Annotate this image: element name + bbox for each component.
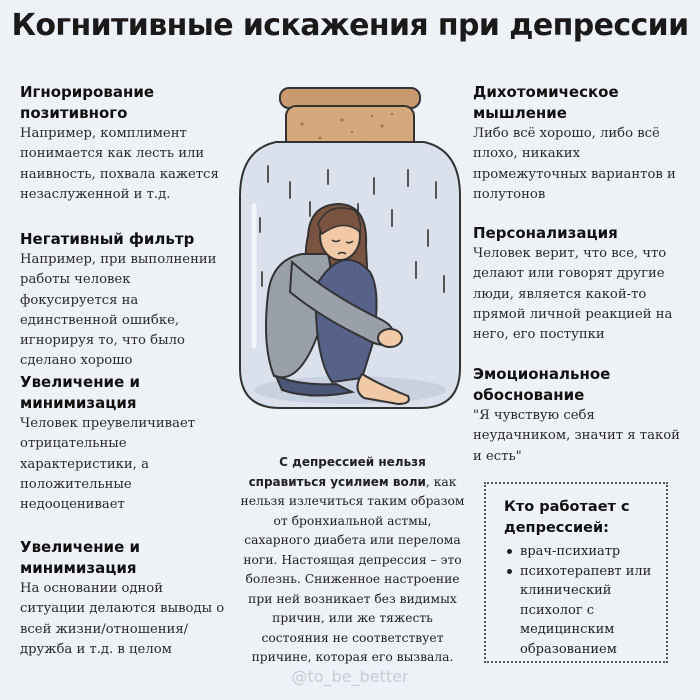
right-block-dichotomous-thinking (473, 82, 688, 205)
block-text: Например, при выполнении работы человек фокусируется на единственной ошибке, игнорируя то, что было сделано хорошо (20, 252, 217, 369)
block-text: Либо всё хорошо, либо всё плохо, никаких промежуточных вариантов и полутонов (473, 126, 676, 202)
specialist-list (504, 542, 654, 659)
block-heading: Персонализация (473, 224, 618, 242)
who-treats-box (484, 482, 668, 663)
author-handle: @to_be_better (291, 667, 409, 686)
block-text: Человек преувеличивает отрицательные характеристики, а положительные недооценивает (20, 416, 196, 513)
left-block-magnification (20, 372, 225, 515)
left-block-ignoring-positive (20, 82, 225, 205)
center-note-bold: С депрессией нельзя справиться усилием воли (248, 455, 426, 489)
who-treats-heading: Кто работает с депрессией: (504, 499, 630, 536)
page-title: Когнитивные искажения при депрессии (11, 8, 689, 43)
block-text: На основании одной ситуации делаются выводы о всей жизни/отношения/дружба и т.д. в целом (20, 581, 225, 657)
block-heading: Увеличение и минимизация (20, 373, 140, 412)
left-block-negative-filter (20, 229, 225, 372)
block-heading: Эмоциональное обоснование (473, 365, 611, 404)
block-heading: Дихотомическое мышление (473, 83, 619, 122)
right-block-emotional-reasoning (473, 364, 688, 467)
block-text: Человек верит, что все, что делают или говорят другие люди, является какой-то прямой личной реакцией на него, его поступки (473, 246, 673, 343)
block-heading: Негативный фильтр (20, 230, 195, 248)
list-item: врач-психиатр (504, 542, 654, 562)
center-note-text: , как нельзя излечиться таким образом от бронхиальной астмы, сахарного диабета или перелома ноги. Настоящая депрессия – это болезнь. Сниженное настроение при ней возникает без видимых причин, или же тяжесть состояния не соответствует причине, которая его вызвала. (240, 474, 465, 664)
block-text: Например, комплимент понимается как лесть или наивность, похвала кажется незаслуженной и т.д. (20, 126, 219, 202)
block-heading: Игнорирование позитивного (20, 83, 155, 122)
right-block-personalization (473, 223, 688, 345)
list-item: психотерапевт или клинический психолог с медицинским образованием (504, 562, 654, 660)
block-heading: Увеличение и минимизация (20, 538, 140, 577)
center-note (240, 453, 465, 668)
person-in-jar-icon (232, 86, 468, 416)
left-block-overgeneralization (20, 537, 225, 660)
block-text: "Я чувствую себя неудачником, значит я такой и есть" (473, 408, 680, 464)
